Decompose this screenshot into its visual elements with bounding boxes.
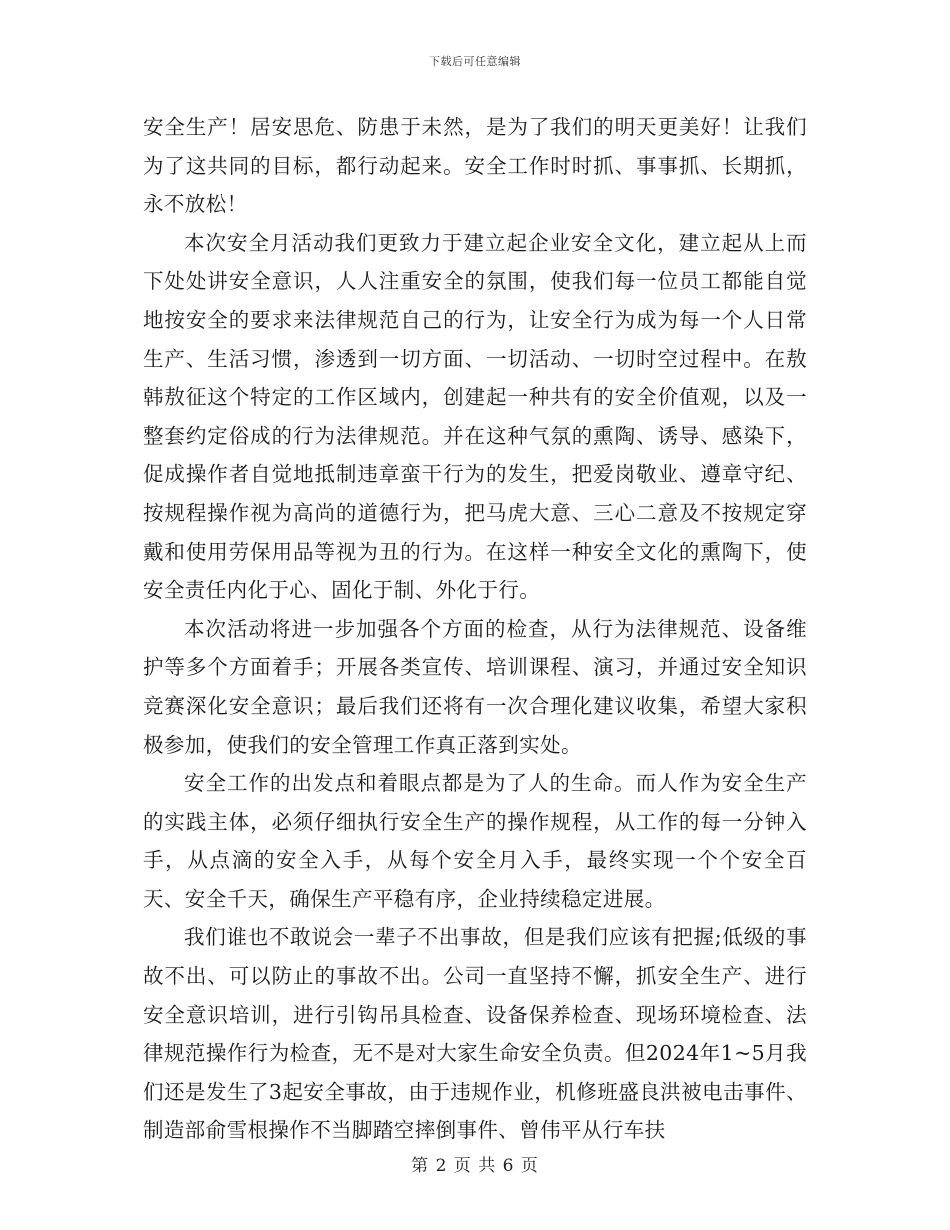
page-header-note: 下载后可任意编辑 bbox=[429, 55, 521, 68]
paragraph-5: 我们谁也不敢说会一辈子不出事故，但是我们应该有把握;低级的事故不出、可以防止的事故不出。公司一直坚持不懈，抓安全生产、进行安全意识培训，进行引钩吊具检查、设备保养检查、现场环境检查、法律规范操作行为检查，无不是对大家生命安全负责。但2024年1~5月我们还是发生了3起安全事故，由于违规作业，机修班盛良洪被电击事件、制造部俞雪根操作不当脚踏空摔倒事件、曾伟平从行车扶 bbox=[143, 925, 807, 1143]
document-body bbox=[143, 108, 807, 1150]
paragraph-3: 本次活动将进一步加强各个方面的检查，从行为法律规范、设备维护等多个方面着手；开展各类宣传、培训课程、演习，并通过安全知识竞赛深化安全意识；最后我们还将有一次合理化建议收集，希望大家积极参加，使我们的安全管理工作真正落到实处。 bbox=[143, 616, 807, 757]
paragraph-1: 安全生产！居安思危、防患于未然，是为了我们的明天更美好！让我们为了这共同的目标，都行动起来。安全工作时时抓、事事抓、长期抓，永不放松！ bbox=[143, 115, 807, 217]
paragraph-2: 本次安全月活动我们更致力于建立起企业安全文化，建立起从上而下处处讲安全意识，人人注重安全的氛围，使我们每一位员工都能自觉地按安全的要求来法律规范自己的行为，让安全行为成为每一个人日常生产、生活习惯，渗透到一切方面、一切活动、一切时空过程中。在敖韩敖征这个特定的工作区域内，创建起一种共有的安全价值观，以及一整套约定俗成的行为法律规范。并在这种气氛的熏陶、诱导、感染下，促成操作者自觉地抵制违章蛮干行为的发生，把爱岗敬业、遵章守纪、按规程操作视为高尚的道德行为，把马虎大意、三心二意及不按规定穿戴和使用劳保用品等视为丑的行为。在这样一种安全文化的熏陶下，使安全责任内化于心、固化于制、外化于行。 bbox=[143, 230, 807, 603]
paragraph-4: 安全工作的出发点和着眼点都是为了人的生命。而人作为安全生产的实践主体，必须仔细执行安全生产的操作规程，从工作的每一分钟入手，从点滴的安全入手，从每个安全月入手，最终实现一个个安全百天、安全千天，确保生产平稳有序，企业持续稳定进展。 bbox=[143, 771, 807, 911]
page-number: 第 2 页 共 6 页 bbox=[411, 1156, 539, 1176]
